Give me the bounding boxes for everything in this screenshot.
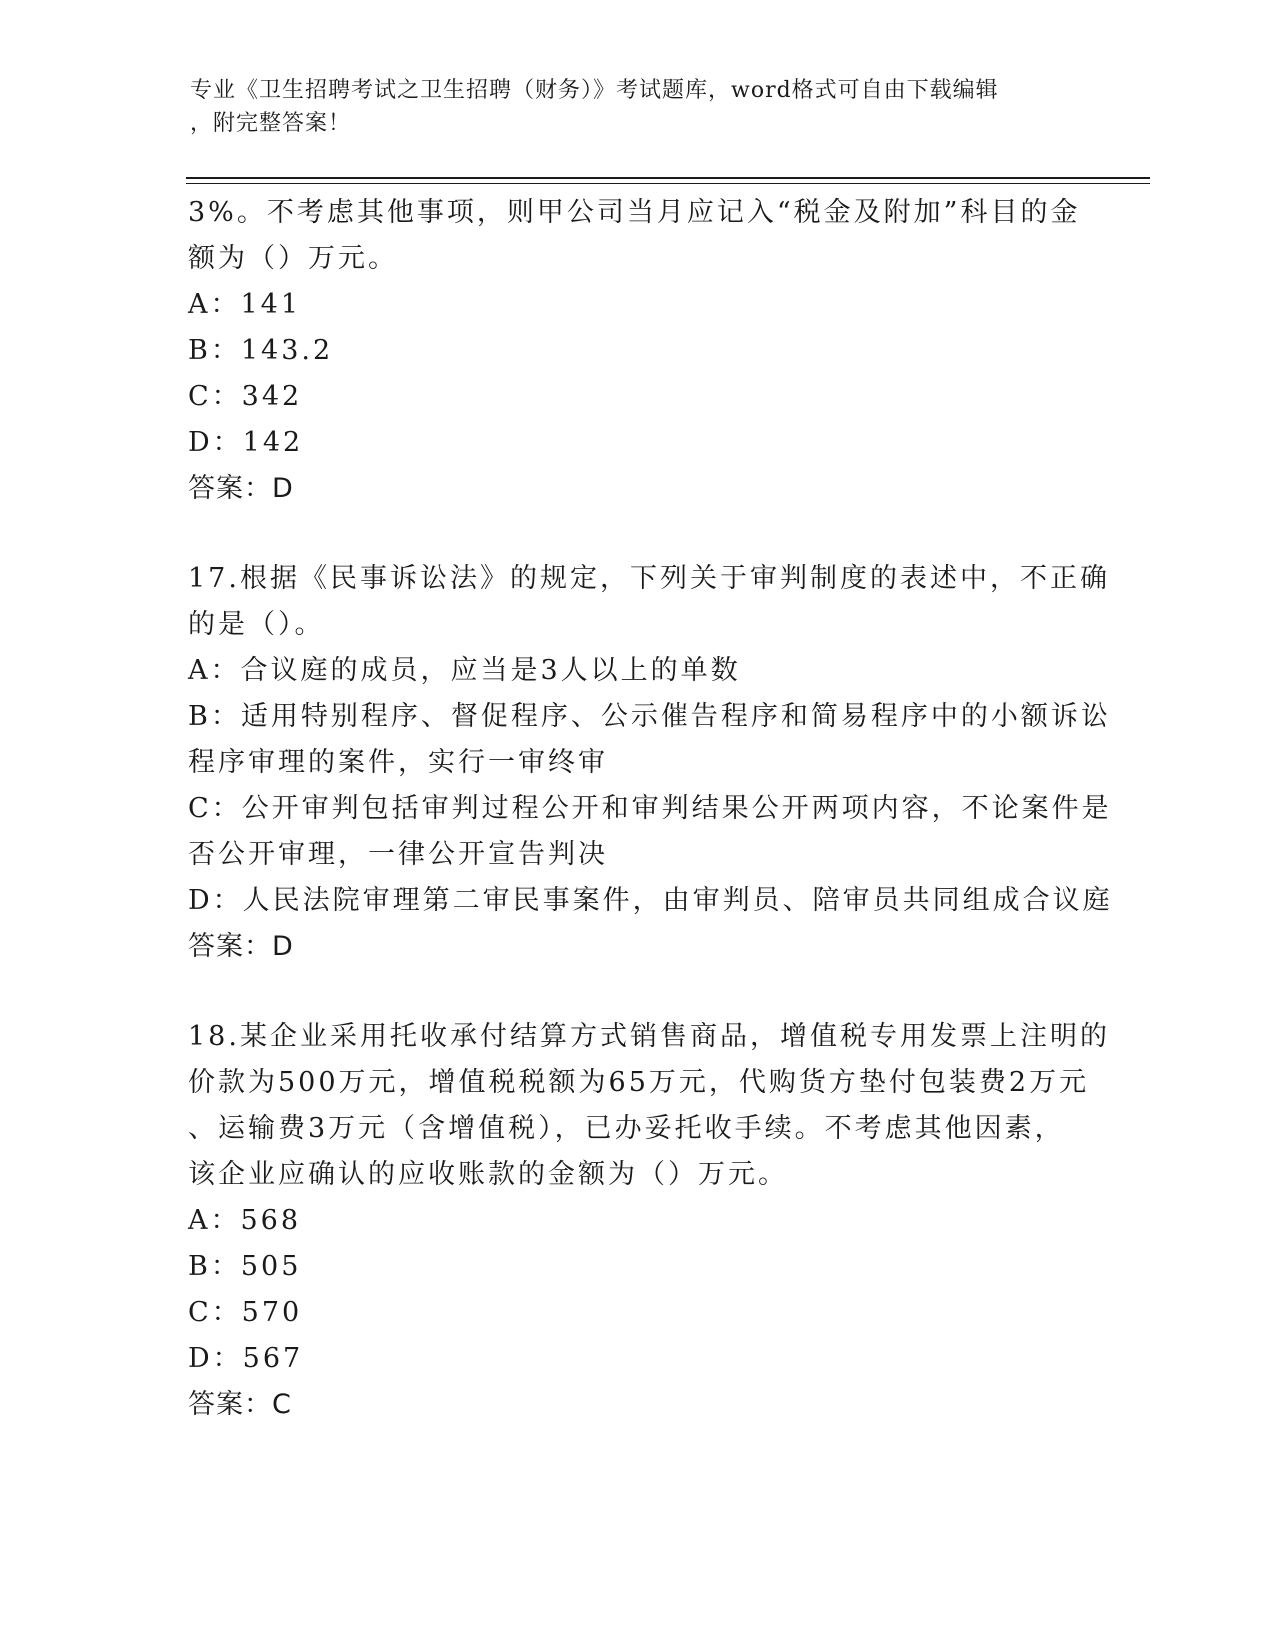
question-stem-line: 3%。不考虑其他事项，则甲公司当月应记入“税金及附加”科目的金: [188, 197, 1081, 228]
question-stem-line: 该企业应确认的应收账款的金额为（）万元。: [188, 1159, 788, 1190]
option-c: C：570: [188, 1297, 303, 1328]
answer-line: 答案：C: [188, 1389, 292, 1420]
answer-line: 答案：D: [188, 473, 294, 504]
option-b: B：适用特别程序、督促程序、公示催告程序和简易程序中的小额诉讼: [188, 701, 1111, 732]
option-c: C：公开审判包括审判过程公开和审判结果公开两项内容，不论案件是: [188, 793, 1112, 824]
question-stem-line: 的是（）。: [188, 609, 325, 640]
option-b: B：143.2: [188, 335, 334, 366]
header-rule-thin: [186, 183, 1150, 184]
question-stem-line: 价款为500万元，增值税税额为65万元，代购货方垫付包装费2万元: [188, 1067, 1090, 1098]
question-stem-line: 17.根据《民事诉讼法》的规定，下列关于审判制度的表述中，不正确: [188, 563, 1110, 594]
option-b-continued: 程序审理的案件，实行一审终审: [188, 747, 608, 778]
question-stem-line: 额为（）万元。: [188, 243, 398, 274]
option-d: D：567: [188, 1343, 304, 1374]
option-b: B：505: [188, 1251, 302, 1282]
question-content: [188, 190, 1113, 1428]
document-header: [190, 74, 1090, 140]
question-stem-line: 18.某企业采用托收承付结算方式销售商品，增值税专用发票上注明的: [188, 1021, 1110, 1052]
question-18: [188, 1014, 1110, 1428]
option-d: D：人民法院审理第二审民事案件，由审判员、陪审员共同组成合议庭: [188, 885, 1113, 916]
option-c-continued: 否公开审理，一律公开宣告判决: [188, 839, 608, 870]
header-line-2: ，附完整答案！: [190, 111, 352, 136]
spacer: [188, 512, 1088, 556]
question-17: [188, 556, 1113, 970]
option-a: A：141: [188, 289, 302, 320]
header-line-1: 专业《卫生招聘考试之卫生招聘（财务）》考试题库，word格式可自由下载编辑: [190, 78, 999, 103]
option-a: A：合议庭的成员，应当是3人以上的单数: [188, 655, 741, 686]
spacer: [188, 970, 1088, 1014]
answer-line: 答案：D: [188, 931, 294, 962]
option-c: C：342: [188, 381, 303, 412]
header-rule-thick: [186, 177, 1150, 179]
option-d: D：142: [188, 427, 304, 458]
question-stem-line: 、运输费3万元（含增值税），已办妥托收手续。不考虑其他因素，: [188, 1113, 1065, 1144]
option-a: A：568: [188, 1205, 302, 1236]
question-16: [188, 190, 1088, 512]
